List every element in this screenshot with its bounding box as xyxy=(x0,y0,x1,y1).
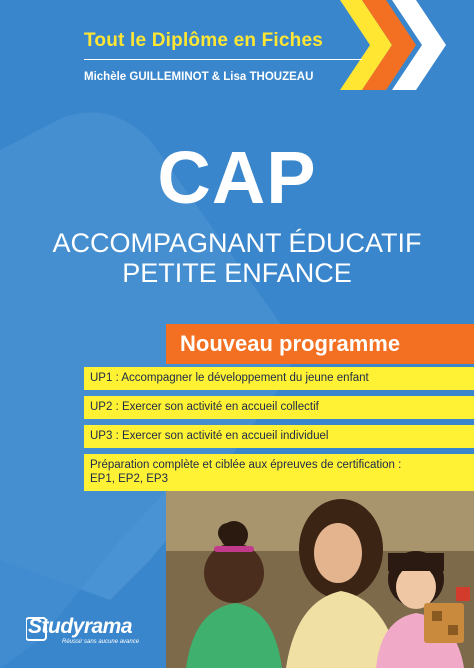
unit-item xyxy=(84,367,474,390)
series-title: Tout le Diplôme en Fiches xyxy=(84,30,324,51)
unit-item xyxy=(84,454,474,491)
unit-text: UP1 : Accompagner le développement du jeune enfant xyxy=(90,372,369,384)
book-title: CAP xyxy=(157,136,317,219)
publisher-name: Studyrama xyxy=(28,615,133,638)
unit-text: Préparation complète et ciblée aux épreuves de certification : xyxy=(90,459,402,471)
unit-text: UP2 : Exercer son activité en accueil collectif xyxy=(90,401,319,413)
authors: Michèle GUILLEMINOT & Lisa THOUZEAU xyxy=(84,71,314,83)
book-subtitle-line1: ACCOMPAGNANT ÉDUCATIF xyxy=(52,228,422,258)
program-label: Nouveau programme xyxy=(180,331,401,356)
unit-item xyxy=(84,396,474,419)
unit-text: UP3 : Exercer son activité en accueil individuel xyxy=(90,430,329,442)
publisher-tagline: Réussir sans aucune avance xyxy=(62,639,140,645)
unit-item xyxy=(84,425,474,448)
unit-text: EP1, EP2, EP3 xyxy=(90,473,168,485)
cover-photo xyxy=(166,491,474,668)
chevron-right-icon xyxy=(334,0,474,90)
book-subtitle-line2: PETITE ENFANCE xyxy=(122,258,352,288)
cover-photo-illustration xyxy=(166,491,474,668)
series-divider xyxy=(84,59,362,60)
